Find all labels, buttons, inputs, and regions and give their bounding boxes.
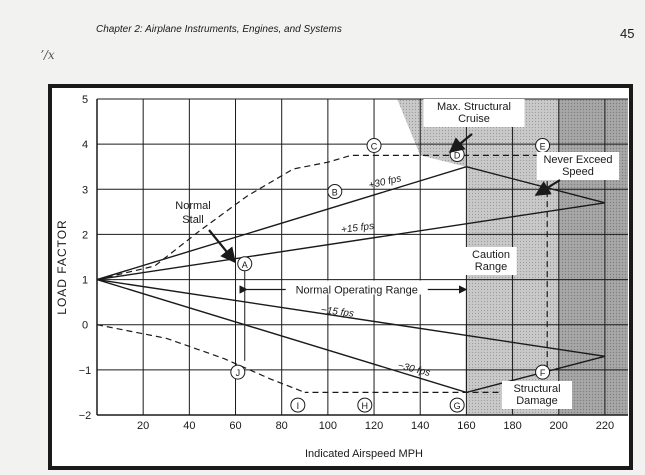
y-tick-label: 2 xyxy=(81,229,89,242)
envelope-dashed-line xyxy=(97,325,305,393)
y-tick-label: 0 xyxy=(81,319,89,332)
normal-stall-label-line: Stall xyxy=(182,214,204,226)
point-label-c: C xyxy=(370,141,378,152)
point-label-e: E xyxy=(539,141,546,152)
caution-range-label-line: Caution xyxy=(472,249,510,261)
x-tick-label: 60 xyxy=(229,420,242,432)
gust-line-label: −30 fps xyxy=(396,360,432,380)
structural-damage-label-line: Structural xyxy=(513,383,561,395)
y-tick-label: 1 xyxy=(81,274,89,287)
point-label-j: J xyxy=(235,368,241,379)
never-exceed-label-line: Speed xyxy=(562,166,594,178)
y-tick-label: 3 xyxy=(81,184,89,197)
y-tick-label: 4 xyxy=(81,139,89,152)
normal-stall-label-line: Normal xyxy=(175,200,211,212)
y-tick-label: −2 xyxy=(78,410,92,422)
x-tick-label: 80 xyxy=(275,420,288,432)
x-axis-label: Indicated Airspeed MPH xyxy=(304,448,424,460)
max-structural-cruise-label-line: Max. Structural xyxy=(437,101,511,113)
x-tick-label: 160 xyxy=(457,420,476,432)
page-number: 45 xyxy=(620,26,635,41)
gust-line-label: +15 fps xyxy=(340,220,375,236)
structural-damage-label-line: Damage xyxy=(516,395,558,407)
x-tick-label: 220 xyxy=(595,420,615,432)
caution-range-label-line: Range xyxy=(474,261,508,273)
point-label-d: D xyxy=(453,150,461,161)
point-label-a: A xyxy=(241,259,248,270)
x-tick-label: 120 xyxy=(364,420,384,432)
x-tick-label: 100 xyxy=(318,420,338,432)
gust-line-label: −15 fps xyxy=(320,304,355,320)
y-axis-label: LOAD FACTOR xyxy=(55,219,69,315)
structural-damage-shaded-region xyxy=(559,99,628,415)
gust-line-label: +30 fps xyxy=(367,173,403,192)
x-tick-label: 200 xyxy=(549,420,568,432)
x-tick-label: 140 xyxy=(411,420,430,432)
point-label-h: H xyxy=(361,401,369,412)
never-exceed-label-line: Never Exceed xyxy=(543,154,613,166)
point-label-b: B xyxy=(331,187,338,198)
point-label-f: F xyxy=(539,368,546,379)
max-structural-cruise-label-line: Cruise xyxy=(458,113,490,125)
x-tick-label: 180 xyxy=(503,420,522,432)
point-label-i: I xyxy=(296,401,300,412)
point-label-g: G xyxy=(453,401,461,412)
x-tick-label: 40 xyxy=(183,420,196,432)
x-tick-label: 20 xyxy=(137,420,150,432)
y-tick-label: 5 xyxy=(81,94,89,106)
normal-operating-range-label: Normal Operating Range xyxy=(295,284,418,297)
margin-mark: ʼ/x xyxy=(40,48,55,62)
chapter-header: Chapter 2: Airplane Instruments, Engines, and Systems xyxy=(96,24,342,35)
y-tick-label: −1 xyxy=(78,364,92,377)
